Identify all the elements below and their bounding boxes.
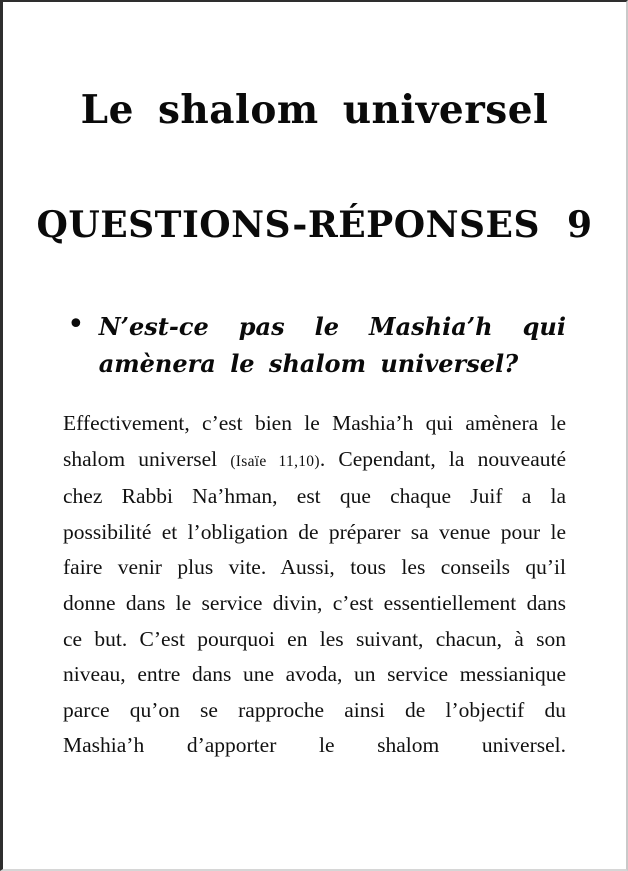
section-heading: QUESTIONS-RÉPONSES 9	[36, 204, 593, 246]
answer-text-lead: Effectivement, c’est bien le Mashia’h qui amènera le shalom universel	[63, 411, 566, 471]
answer-text-rest: . Cependant, la nouveauté chez Rabbi Na’hman, est que chaque Juif a la possibilité et l’obligation de préparer sa venue pour le faire venir plus vite. Aussi, tous les conseils qu’il donne dans le service divin, c’est essentiellement dans ce but. C’est pourquoi en les suivant, chacun, à son niveau, entre dans une avoda, un service messianique parce qu’on se rapproche ainsi de l’objectif du Mashia’h d’apporter le shalom universel.	[63, 446, 566, 758]
scripture-citation: (Isaïe 11,10)	[230, 452, 320, 470]
answer-paragraph	[63, 406, 566, 764]
question-text: N’est-ce pas le Mashia’h qui amènera le shalom universel?	[98, 312, 566, 378]
page-title: Le shalom universel	[80, 87, 549, 133]
bullet-icon: •	[67, 307, 85, 342]
question-item	[67, 308, 566, 382]
